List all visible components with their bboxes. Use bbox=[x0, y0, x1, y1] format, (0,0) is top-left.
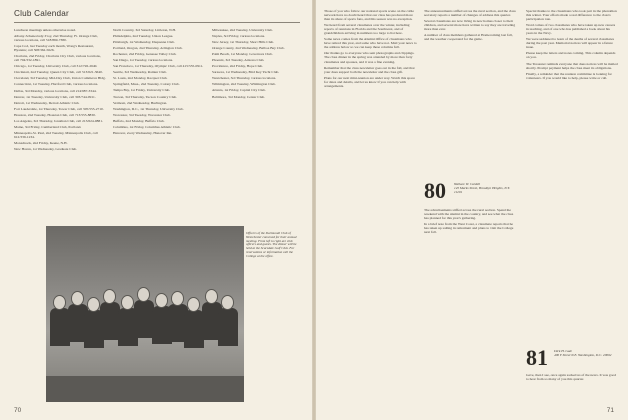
secretary-name: Wallace W. Cardell bbox=[454, 182, 481, 186]
paragraph: Portland, Oregon, 2nd Thursday, Arlington Club. bbox=[113, 46, 183, 51]
photo-ground bbox=[46, 376, 244, 402]
page-header: Club Calendar bbox=[14, 9, 69, 18]
person-head bbox=[206, 290, 217, 303]
paragraph: Plans for our next mini-reunion are under way. Watch this space for dates and details, and let us know if you can help with arrangements. bbox=[324, 75, 415, 88]
paragraph: Detroit, 1st Wednesday, Detroit Athletic Club. bbox=[14, 100, 80, 105]
paragraph: Several classmates are now living in new homes closer to their children, and several more have written to say they are traveling more than ever. bbox=[424, 19, 516, 32]
paragraph: A number of class members gathered at Homecoming last fall, and the weather cooperated for the game. bbox=[424, 33, 513, 42]
person-figure bbox=[218, 308, 238, 346]
calendar-column-3 bbox=[212, 28, 300, 101]
paragraph: Tampa Bay, 1st Friday, University Club. bbox=[113, 88, 171, 93]
paragraph: Albany-Schenectady-Troy, 2nd Thursday, Ft. Orange Club, various locations, call 518/869-7380. bbox=[14, 34, 98, 43]
paragraph: St. Louis, 2nd Monday, Racquet Club. bbox=[113, 76, 168, 81]
page-number: 70 bbox=[14, 407, 22, 414]
paragraph: Baltimore, 3rd Monday, Center Club. bbox=[212, 94, 266, 99]
secretary-name: Dick H. Gale bbox=[554, 349, 572, 353]
person-head bbox=[54, 296, 65, 309]
class-80-heading bbox=[424, 180, 446, 203]
class-80-notes bbox=[424, 208, 518, 236]
header-rule bbox=[14, 22, 300, 23]
paragraph: Philadelphia, 2nd Tuesday, Union League. bbox=[113, 34, 174, 39]
paragraph: Washington, D.C., 1st Thursday, University Club. bbox=[113, 106, 184, 111]
group-photo bbox=[46, 226, 244, 402]
photo-caption: Officers of the Dartmouth Club of Westchester convened for their annual meeting. From left to right are club officers and guests. The dinner will be held at the Scarsdale Golf Club. For reservations or information call the College at the office. bbox=[246, 231, 297, 258]
paragraph: The announcements stiffed across the rural section, and the class secretary reports a number of changes of address this quarter. bbox=[424, 9, 516, 18]
paragraph: Our thanks go to everyone who sent photographs and clippings. The class dinner in the spring was attended by more than forty classmates and spouses, and it was a fine evening. bbox=[324, 51, 415, 64]
paragraph: Columbus, 1st Friday, Columbus Athletic Club. bbox=[113, 124, 181, 129]
paragraph: Westchester, 3rd Thursday, various locations. bbox=[212, 76, 277, 81]
calendar-column-2 bbox=[113, 28, 205, 137]
paragraph: The advertisements stiffed across the rural section. Spend the weekend with the alumni in the country, and see what the class has planned for this year's gathering. bbox=[424, 208, 514, 221]
paragraph: In a brief note from the West Coast, a classmate reports that he has taken up sailing in retirement and plans to visit the College next fall. bbox=[424, 222, 514, 235]
class-year-80: 80 bbox=[424, 178, 446, 203]
paragraph: Wilmington, 2nd Tuesday, Wilmington Club. bbox=[212, 82, 276, 87]
person-figure bbox=[184, 310, 204, 348]
paragraph: Gave, then I see, once again sacked us of the news. It was good to hear from so many of you this quarter. bbox=[526, 373, 617, 382]
class-notes-column-3 bbox=[526, 9, 618, 339]
class-notes-column-1 bbox=[324, 9, 418, 90]
paragraph: We heard from several classmates over the winter, including reports of reunions in Florida and the Southwest, and of grandchildren arriving in numbers too large to list here. bbox=[324, 23, 410, 36]
paragraph: Naples, 3rd Friday, various locations. bbox=[212, 34, 266, 39]
calendar-column-1 bbox=[14, 28, 106, 153]
person-head bbox=[104, 290, 115, 303]
class-81-heading bbox=[526, 347, 548, 370]
paragraph: Cincinnati, 2nd Tuesday, Queen City Club, call 513/621-3640. bbox=[14, 70, 103, 75]
paragraph: We were saddened to learn of the deaths of several classmates during the past year. Memorial notices will appear in a future issue. bbox=[526, 37, 614, 50]
paragraph: Pittsburgh, 1st Wednesday, Duquesne Club. bbox=[113, 40, 175, 45]
paragraph: Springfield, Mass., 2nd Tuesday, Colony Club. bbox=[113, 82, 180, 87]
class-80-secretary bbox=[454, 182, 514, 194]
person-figure bbox=[134, 300, 154, 338]
person-head bbox=[88, 298, 99, 311]
paragraph: Some news comes from the Alumni Office of classmates who have retired this year, and some who have not. Mail your news to the address below so we can keep these columns full. bbox=[324, 37, 417, 50]
paragraph: Rochester, 2nd Friday, Genesee Valley Club. bbox=[113, 52, 177, 57]
paragraph: Worcester, 3rd Tuesday, Worcester Club. bbox=[113, 112, 171, 117]
person-head bbox=[122, 296, 133, 309]
paragraph: Phoenix, 3rd Tuesday, Arizona Club. bbox=[212, 58, 265, 63]
left-page bbox=[0, 0, 312, 420]
person-head bbox=[188, 298, 199, 311]
secretary-address: 145 Marks Street, Brooklyn Heights, N.Y. 11201 bbox=[454, 186, 510, 194]
paragraph: Palm Beach, 1st Monday, Governors Club. bbox=[212, 52, 273, 57]
person-head bbox=[156, 294, 167, 307]
paragraph: Los Angeles, 3rd Thursday, Jonathan Club, call 213/624-0881. bbox=[14, 118, 103, 123]
paragraph: San Diego, 1st Tuesday, various locations. bbox=[113, 58, 174, 63]
paragraph: Atlanta, 1st Friday, Capital City Club. bbox=[212, 88, 266, 93]
paragraph: Luncheon meetings unless otherwise noted. bbox=[14, 28, 76, 32]
class-notes-column-2 bbox=[424, 9, 518, 177]
paragraph: Finally, a reminder that the reunion committee is looking for volunteers. If you would like to help, please write or call. bbox=[526, 71, 612, 80]
paragraph: Monadnock, 2nd Friday, Keene, N.H. bbox=[14, 140, 68, 145]
paragraph: Seattle, 3rd Wednesday, Rainier Club. bbox=[113, 70, 167, 75]
paragraph: Buffalo, 2nd Monday, Buffalo Club. bbox=[113, 118, 165, 123]
paragraph: San Francisco, 1st Thursday, Olympic Club, call 415/555-0911. bbox=[113, 64, 204, 69]
paragraph: Cleveland, 3rd Tuesday, Mid-Day Club, Union Commerce Bldg. bbox=[14, 76, 106, 81]
secretary-address: 400 Y Street N.E. Washington, D.C. 20002 bbox=[554, 353, 612, 357]
class-year-81: 81 bbox=[526, 345, 548, 370]
paragraph: Please keep the letters and notes coming. This column depends on you. bbox=[526, 51, 616, 60]
paragraph: New Jersey, 1st Thursday, Short Hills Club. bbox=[212, 40, 275, 45]
class-81-notes bbox=[526, 373, 618, 383]
person-head bbox=[138, 288, 149, 301]
paragraph: Special thanks to the classmates who took part in the phonathon this winter. Your efforts made a real difference to the class's participation rate. bbox=[526, 9, 617, 22]
paragraph: Orange County, 2nd Wednesday, Balboa Bay Club. bbox=[212, 46, 285, 51]
paragraph: Vermont, 2nd Wednesday, Burlington. bbox=[113, 100, 168, 105]
paragraph: Denver, 1st Tuesday, University Club, call 303/744-0911. bbox=[14, 94, 96, 99]
paragraph: Houston, 2nd Tuesday, Houston Club, call 713/555-8830. bbox=[14, 112, 96, 117]
person-figure bbox=[100, 302, 120, 340]
paragraph: Minneapolis-St. Paul, 2nd Tuesday, Minneapolis Club, call 612/339-1234. bbox=[14, 130, 98, 139]
paragraph: Charlotte, 2nd Friday, Charlotte City Club, various locations, call 704/332-1891. bbox=[14, 54, 101, 63]
paragraph: Those of you who follow our national sports scene on the cable network have no doubt heard that our class has produced more than its share of sports fans, and this season was no exception. bbox=[324, 9, 414, 22]
paragraph: Tucson, 3rd Thursday, Tucson Country Club. bbox=[113, 94, 178, 99]
paragraph: Cape Cod, last Tuesday each month, Wong's Restaurant, Hyannis; call 508/362-5626. bbox=[14, 44, 94, 53]
class-81-secretary bbox=[554, 349, 614, 357]
paragraph: Chicago, 1st Tuesday, University Club, call 312/726-2640. bbox=[14, 64, 98, 69]
paragraph: Providence, 2nd Friday, Hope Club. bbox=[212, 64, 264, 69]
person-head bbox=[172, 292, 183, 305]
paragraph: New Haven, 1st Wednesday, Graduate Club. bbox=[14, 146, 78, 151]
paragraph: Fort Lauderdale, 1st Thursday, Tower Club, call 305/555-2710. bbox=[14, 106, 104, 111]
paragraph: Remember that the class newsletter goes out in the fall, and that your dues support both the newsletter and the class gift. bbox=[324, 65, 415, 74]
paragraph: Word comes of two classmates who have taken up new careers in teaching, and of one who has published a book about his years in the Navy. bbox=[526, 23, 616, 36]
paragraph: Sarasota, 1st Wednesday, Bird Key Yacht Club. bbox=[212, 70, 280, 75]
paragraph: Dallas, 3rd Monday, various locations, call 214/987-3344. bbox=[14, 88, 97, 93]
person-figure bbox=[50, 308, 70, 346]
right-page bbox=[316, 0, 628, 420]
paragraph: North Country, 3rd Saturday, Littleton, N.H. bbox=[113, 28, 176, 32]
person-head bbox=[72, 292, 83, 305]
paragraph: Connecticut, 1st Tuesday, Hartford Club, various locations. bbox=[14, 82, 99, 87]
page-number: 71 bbox=[606, 407, 614, 414]
person-head bbox=[222, 296, 233, 309]
paragraph: Hanover, every Wednesday, Hanover Inn. bbox=[113, 130, 173, 135]
paragraph: The Treasurer reminds everyone that dues notices will be mailed shortly. Prompt payment helps the class meet its obligations. bbox=[526, 61, 618, 70]
paragraph: Milwaukee, 2nd Tuesday, University Club. bbox=[212, 28, 273, 32]
paragraph: Maine, 3rd Friday, Cumberland Club, Portland. bbox=[14, 124, 82, 129]
